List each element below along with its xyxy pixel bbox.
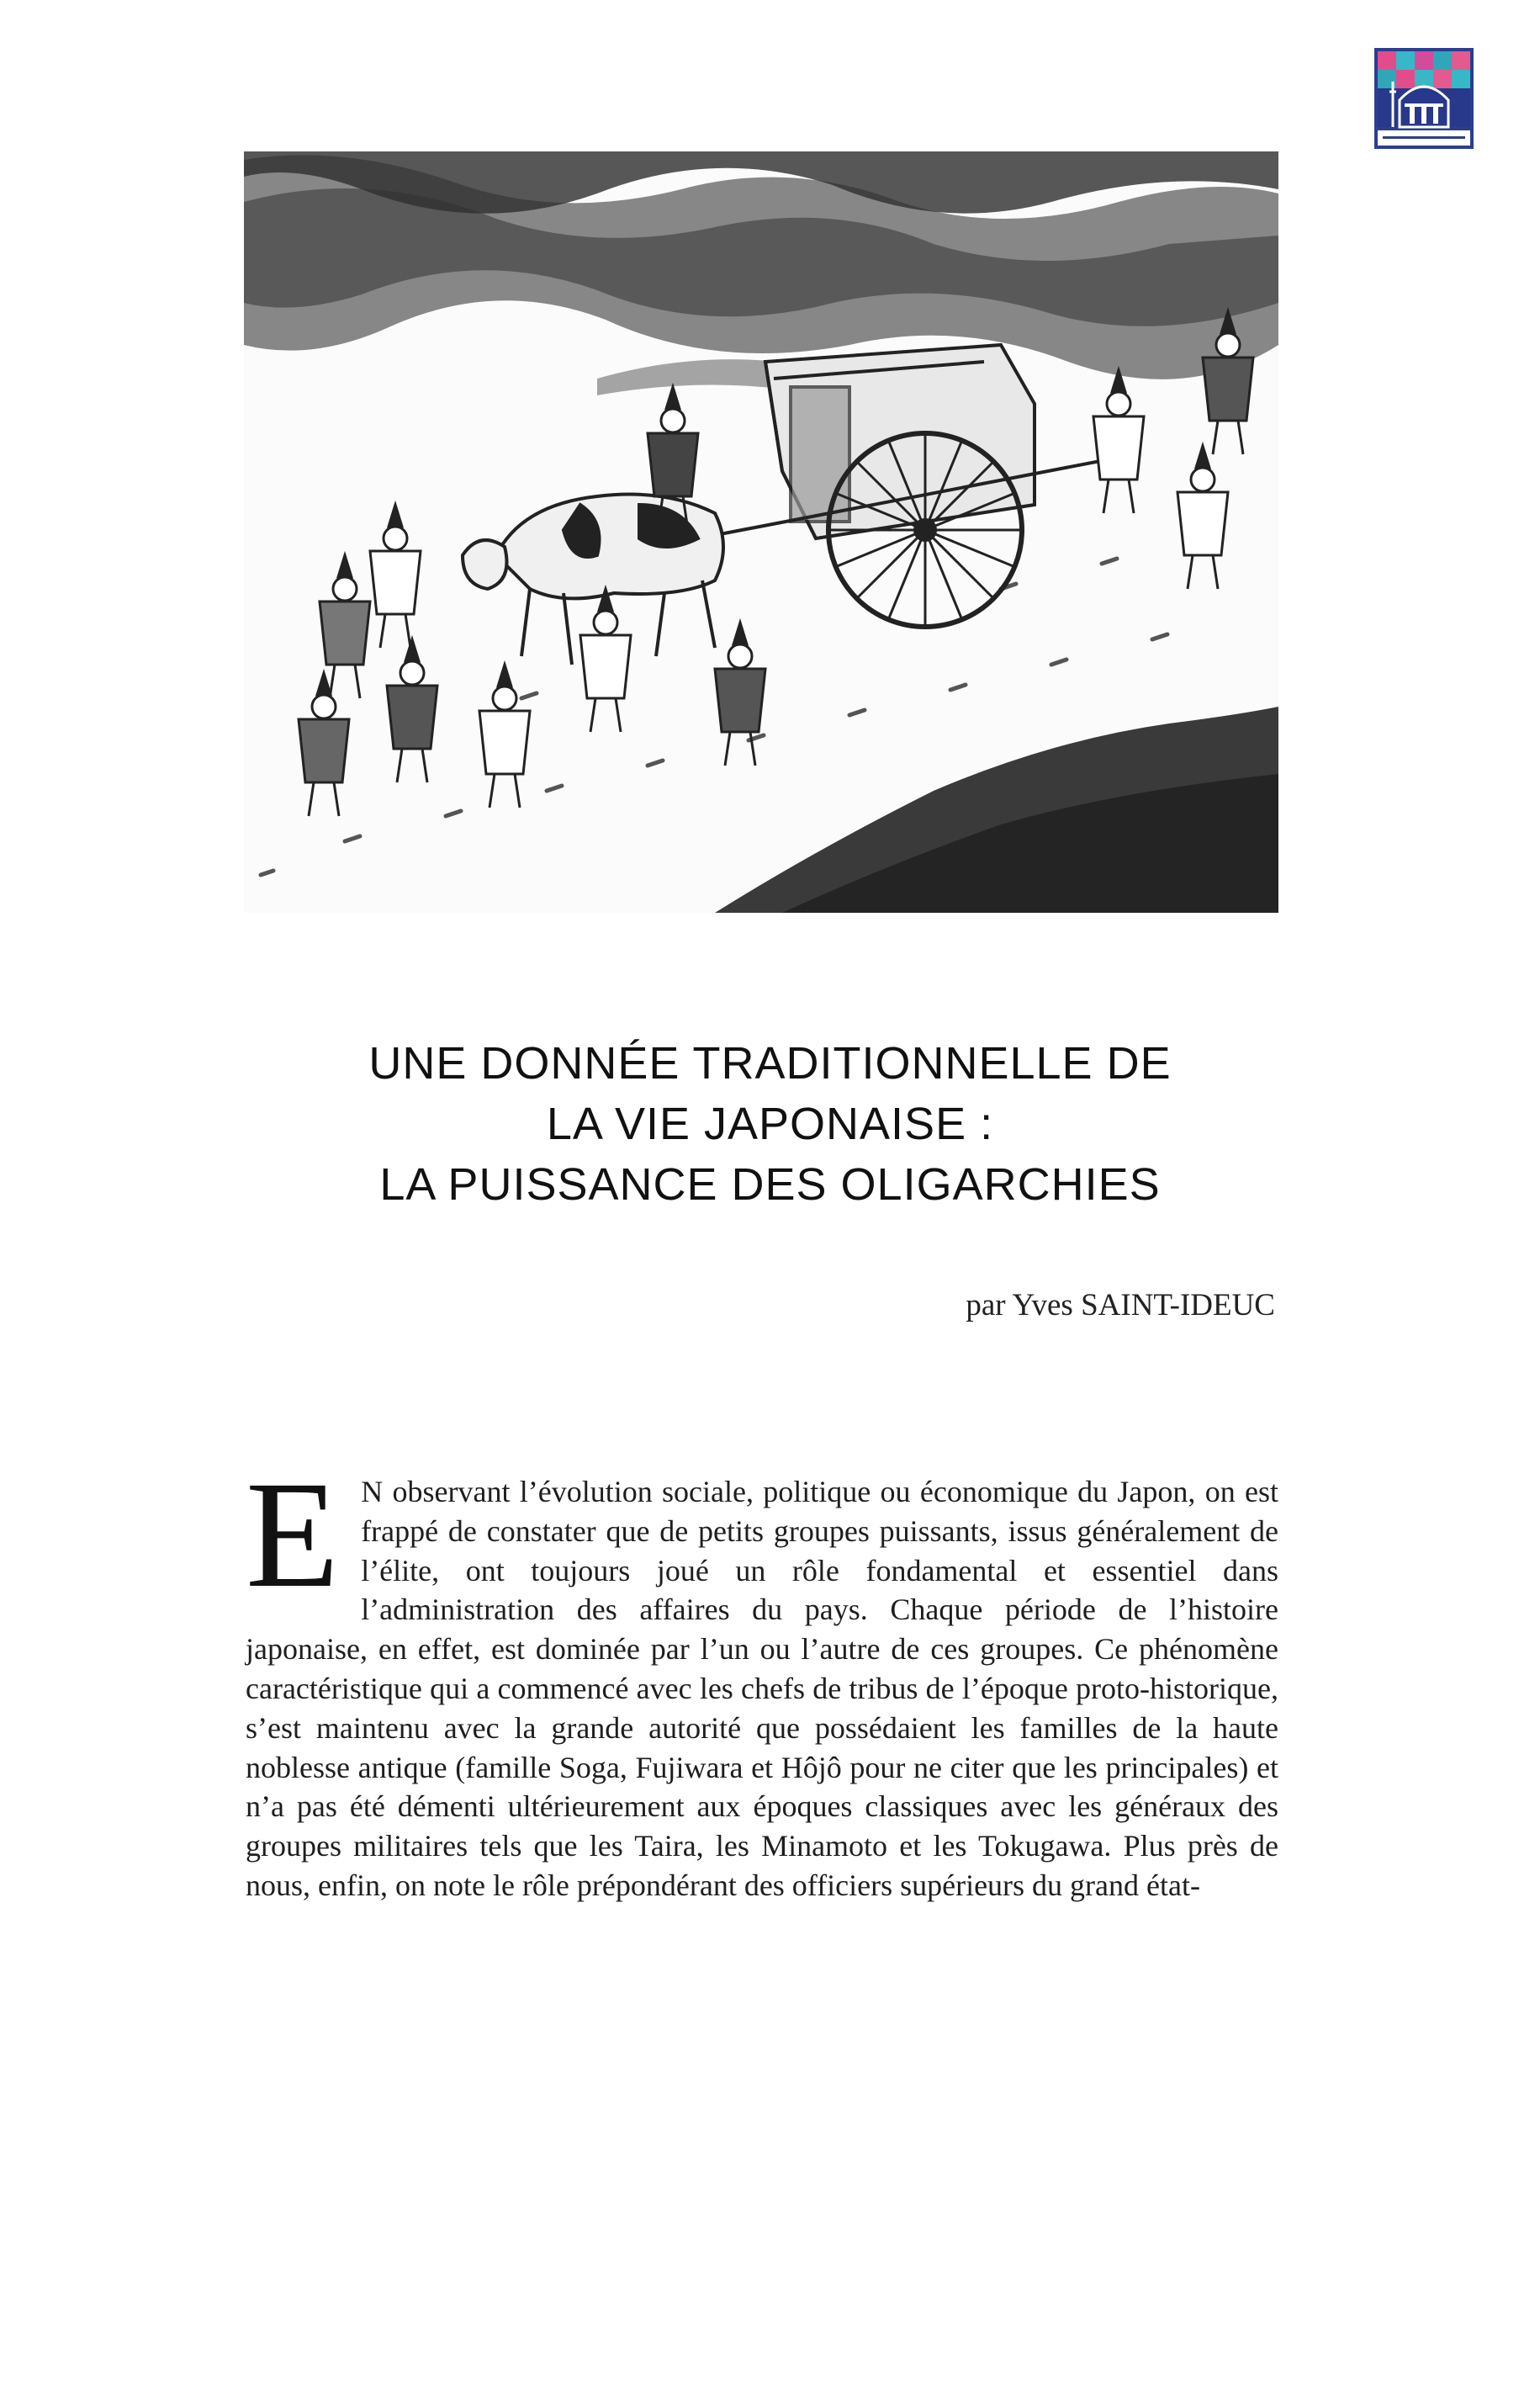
institution-logo-icon bbox=[1374, 48, 1474, 149]
drop-cap: E bbox=[246, 1450, 340, 1619]
japanese-ox-cart-procession-illustration bbox=[244, 151, 1278, 913]
article-body bbox=[246, 1450, 1278, 1905]
article-title bbox=[168, 1033, 1372, 1215]
title-line: UNE DONNÉE TRADITIONNELLE DE bbox=[368, 1038, 1172, 1089]
institution-logo bbox=[1374, 48, 1474, 149]
byline: par Yves SAINT-IDEUC bbox=[966, 1288, 1275, 1322]
title-line: LA PUISSANCE DES OLIGARCHIES bbox=[379, 1159, 1161, 1210]
procession-illustration bbox=[244, 151, 1278, 913]
article-text: N observant l’évolution sociale, politique ou économique du Japon, on est frappé de constater que de petits groupes puissants, issus généralement de l’élite, ont toujours joué un rôle fondamental et essentiel dans l’administration des affaires du pays. Chaque période de l’histoire japonaise, en effet, est dominée par l’un ou l’autre de ces groupes. Ce phénomène caractéristique qui a commencé avec les chefs de tribus de l’époque proto-historique, s’est maintenu avec la grande autorité que possédaient les familles de la haute noblesse antique (famille Soga, Fujiwara et Hôjô pour ne citer que les principales) et n’a pas été démenti ultérieurement aux époques classiques avec les généraux des groupes militaires tels que les Taira, les Minamoto et les Tokugawa. Plus près de nous, enfin, on note le rôle prépondérant des officiers supérieurs du grand état- bbox=[246, 1475, 1278, 1902]
title-line: LA VIE JAPONAISE : bbox=[546, 1099, 994, 1149]
